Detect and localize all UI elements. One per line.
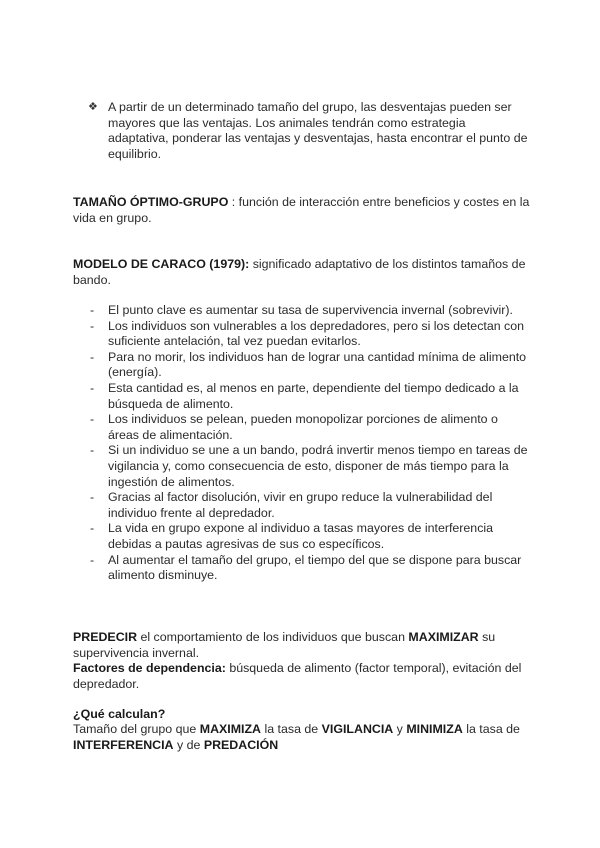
list-item: - Si un individuo se une a un bando, podrá invertir menos tiempo en tareas de vigilancia y, como consecuencia de esto, disponer de más tiempo para la ingestión de alimentos. xyxy=(90,443,528,489)
list-item: - Los individuos se pelean, pueden monopolizar porciones de alimento o áreas de alimentación. xyxy=(90,412,498,442)
list-item: - Gracias al factor disolución, vivir en grupo reduce la vulnerabilidad del individuo frente al depredador. xyxy=(90,490,493,520)
modelo-caraco-term: MODELO DE CARACO (1979): xyxy=(73,257,250,271)
list-item: - Esta cantidad es, al menos en parte, dependiente del tiempo dedicado a la búsqueda de alimento. xyxy=(90,380,519,411)
diamond-bullet-list xyxy=(88,100,528,162)
maximizar-keyword: MAXIMIZAR xyxy=(408,630,479,644)
que-calculan-paragraph: Tamaño del grupo que MAXIMIZA la tasa de VIGILANCIA y MINIMIZA la tasa de INTERFERENCIA y de PREDACIÓN xyxy=(73,722,520,752)
list-item: - La vida en grupo expone al individuo a tasas mayores de interferencia debidas a pautas agresivas de sus co específicos. xyxy=(90,521,494,551)
tamano-optimo-term: TAMAÑO ÓPTIMO-GRUPO xyxy=(73,195,229,209)
tamano-optimo-paragraph xyxy=(73,195,533,226)
list-item: - Para no morir, los individuos han de lograr una cantidad mínima de alimento (energía). xyxy=(90,349,527,380)
list-item xyxy=(88,100,528,162)
que-calculan-heading: ¿Qué calculan? xyxy=(73,707,166,721)
list-item: - Los individuos son vulnerables a los depredadores, pero si los detectan con suficiente antelación, tal vez puedan evitarlos. xyxy=(90,318,525,349)
factores-definition: búsqueda de alimento (factor temporal), evitación del depredador. xyxy=(73,661,522,691)
bullet-intro-text: A partir de un determinado tamaño del grupo, las desventajas pueden ser mayores que las ventajas. Los animales tendrán como estrategia adaptativa, ponderar las ventajas y desventajas, hasta encontrar el punto de equilibrio. xyxy=(108,100,528,161)
caraco-points-list xyxy=(90,303,530,584)
tamano-optimo-definition: : función de interacción entre beneficios y costes en la vida en grupo. xyxy=(73,195,530,225)
modelo-caraco-definition: significado adaptativo de los distintos tamaños de bando. xyxy=(73,257,526,287)
factores-term: Factores de dependencia: xyxy=(73,661,226,675)
diamond-bullet-icon: ❖ xyxy=(88,101,98,113)
predecir-paragraph: PREDECIR el comportamiento de los individuos que buscan MAXIMIZAR su supervivencia invernal. xyxy=(73,630,496,660)
list-item: - El punto clave es aumentar su tasa de supervivencia invernal (sobrevivir). xyxy=(90,303,513,317)
predecir-keyword: PREDECIR xyxy=(73,630,138,644)
list-item: - Al aumentar el tamaño del grupo, el tiempo del que se dispone para buscar alimento disminuye. xyxy=(90,552,522,583)
factores-paragraph xyxy=(73,661,533,692)
modelo-caraco-paragraph xyxy=(73,257,533,288)
